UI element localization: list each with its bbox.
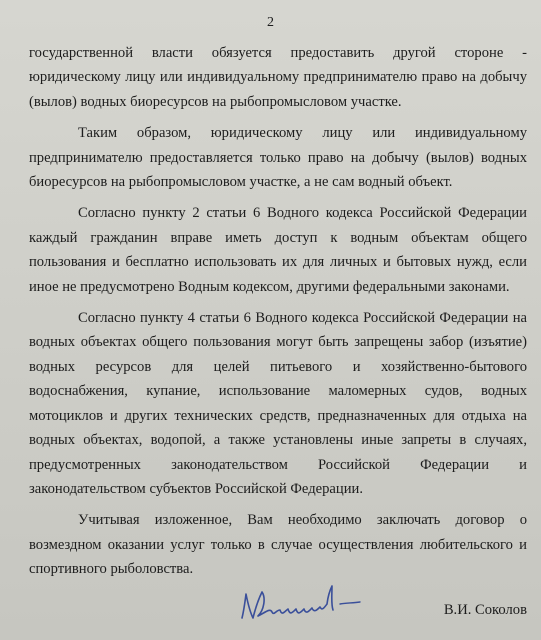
paragraph-fishing-rights: Таким образом, юридическому лицу или индивидуальному предпринимателю предоставляется только право на добычу (вылов) водных биоресурсов на рыбопромысловом участке, а не сам водный объект. — [29, 125, 527, 191]
paragraph-conclusion: Учитывая изложенное, Вам необходимо заключать договор о возмездном оказании услуг только в случае осуществления любительского и спортивного рыболовства. — [29, 512, 527, 578]
paragraph-continuation: государственной власти обязуется предоставить другой стороне - юридическому лицу или индивидуальному предпринимателю право на добычу (вылов) водных биоресурсов на рыбопромысловом участке. — [29, 45, 527, 110]
page-number: 2 — [267, 15, 274, 30]
signature-stroke-main — [242, 586, 333, 618]
signer-name: В.И. Соколов — [443, 602, 527, 618]
letter-body — [29, 41, 527, 589]
handwritten-signature — [236, 582, 366, 628]
signature-stroke-tail — [340, 602, 360, 604]
paragraph-article6-point2: Согласно пункту 2 статьи 6 Водного кодекса Российской Федерации каждый гражданин вправе иметь доступ к водным объектам общего пользования и бесплатно использовать их для личных и бытовых нужд, если иное не предусмотрено Водным кодексом, другими федеральными законами. — [29, 205, 527, 295]
paragraph-article6-point4: Согласно пункту 4 статьи 6 Водного кодекса Российской Федерации на водных объектах общего пользования могут быть запрещены забор (изъятие) водных ресурсов для целей питьевого и хозяйственно-бытового водоснабжения, купание, использование маломерных судов, водных мотоциклов и других технических средств, предназначенных для отдыха на водных объектах, водопой, а также установлены иные запреты в случаях, предусмотренных законодательством Российской Федерации и законодательством субъектов Российской Федерации. — [29, 310, 527, 497]
